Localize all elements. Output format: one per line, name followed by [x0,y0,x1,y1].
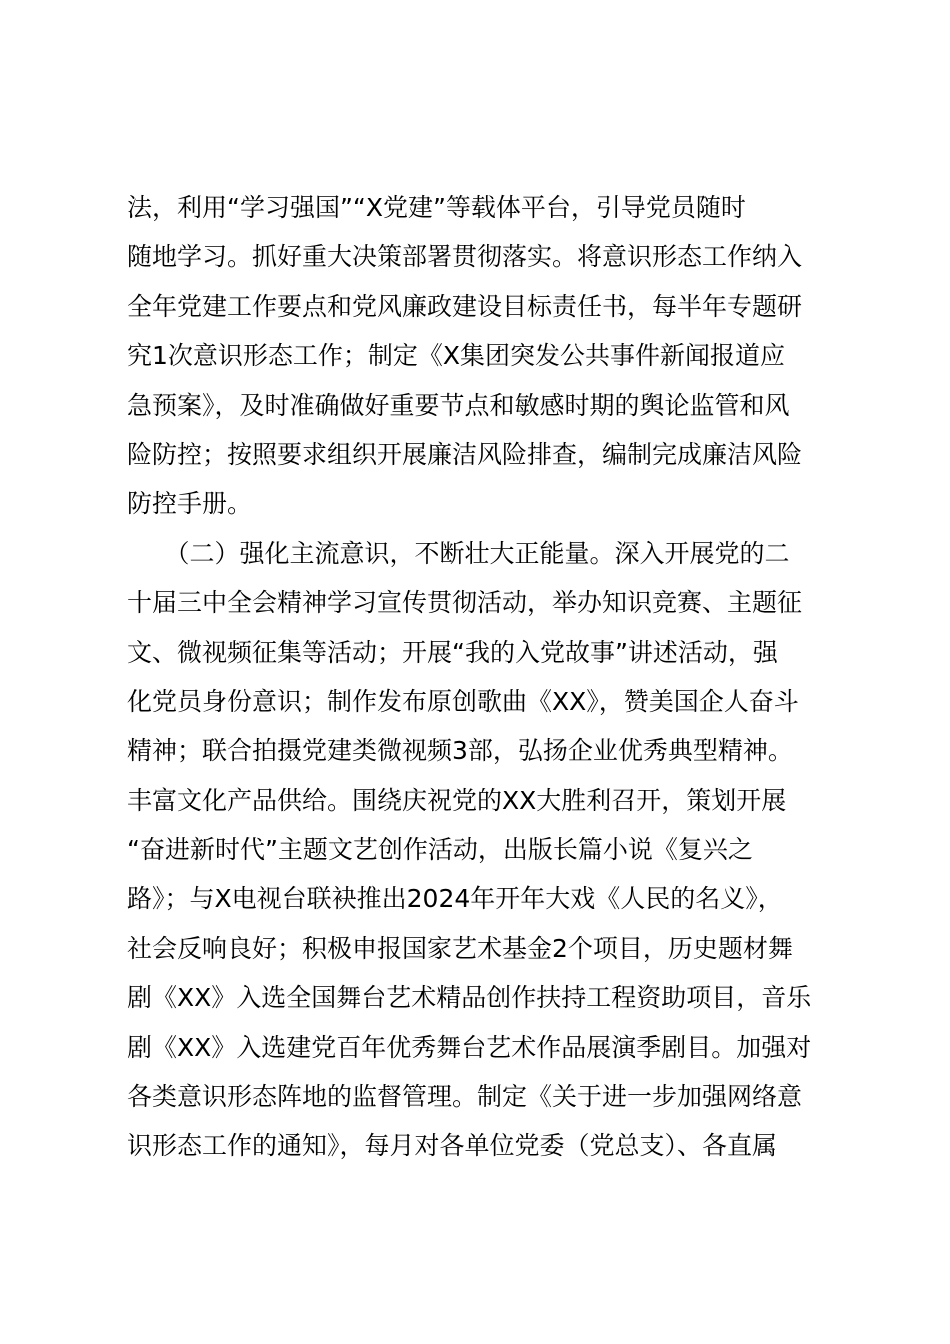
text-line: 剧《XX》入选全国舞台艺术精品创作扶持工程资助项目，音乐 [127,983,812,1013]
text-line: 路》；与X电视台联袂推出2024年开年大戏《人民的名义》， [127,884,783,914]
text-line: 随地学习。抓好重大决策部署贯彻落实。将意识形态工作纳入 [127,242,803,272]
text-line: 丰富文化产品供给。围绕庆祝党的XX大胜利召开，策划开展 [127,785,787,815]
text-line: 文、微视频征集等活动；开展“我的入党故事”讲述活动，强 [127,637,778,667]
text-line: 法，利用“学习强国”“X党建”等载体平台，引导党员随时 [127,193,746,222]
text-line: 各类意识形态阵地的监督管理。制定《关于进一步加强网络意 [127,1082,803,1112]
text-line: 究1次意识形态工作；制定《X集团突发公共事件新闻报道应 [127,341,786,371]
text-line: 化党员身份意识；制作发布原创歌曲《XX》，赞美国企人奋斗 [127,686,799,716]
text-line: 识形态工作的通知》，每月对各单位党委（党总支）、各直属 [127,1131,778,1161]
text-line: “奋进新时代”主题文艺创作活动，出版长篇小说《复兴之 [127,835,753,865]
text-line: 险防控；按照要求组织开展廉洁风险排查，编制完成廉洁风险 [127,439,803,469]
text-line: 防控手册。 [127,489,253,519]
text-line: 剧《XX》入选建党百年优秀舞台艺术作品展演季剧目。加强对 [127,1032,812,1062]
text-line: 精神；联合拍摄党建类微视频3部，弘扬企业优秀典型精神。 [127,736,793,766]
text-line: 全年党建工作要点和党风廉政建设目标责任书，每半年专题研 [127,291,803,321]
text-line: 社会反响良好；积极申报国家艺术基金2个项目，历史题材舞 [127,933,793,963]
section-heading-line: （二）强化主流意识，不断壮大正能量。深入开展党的二 [127,538,790,568]
document-body [127,183,837,1171]
text-line: 急预案》，及时准确做好重要节点和敏感时期的舆论监管和风 [127,390,790,420]
text-line: 十届三中全会精神学习宣传贯彻活动，举办知识竞赛、主题征 [127,588,803,618]
